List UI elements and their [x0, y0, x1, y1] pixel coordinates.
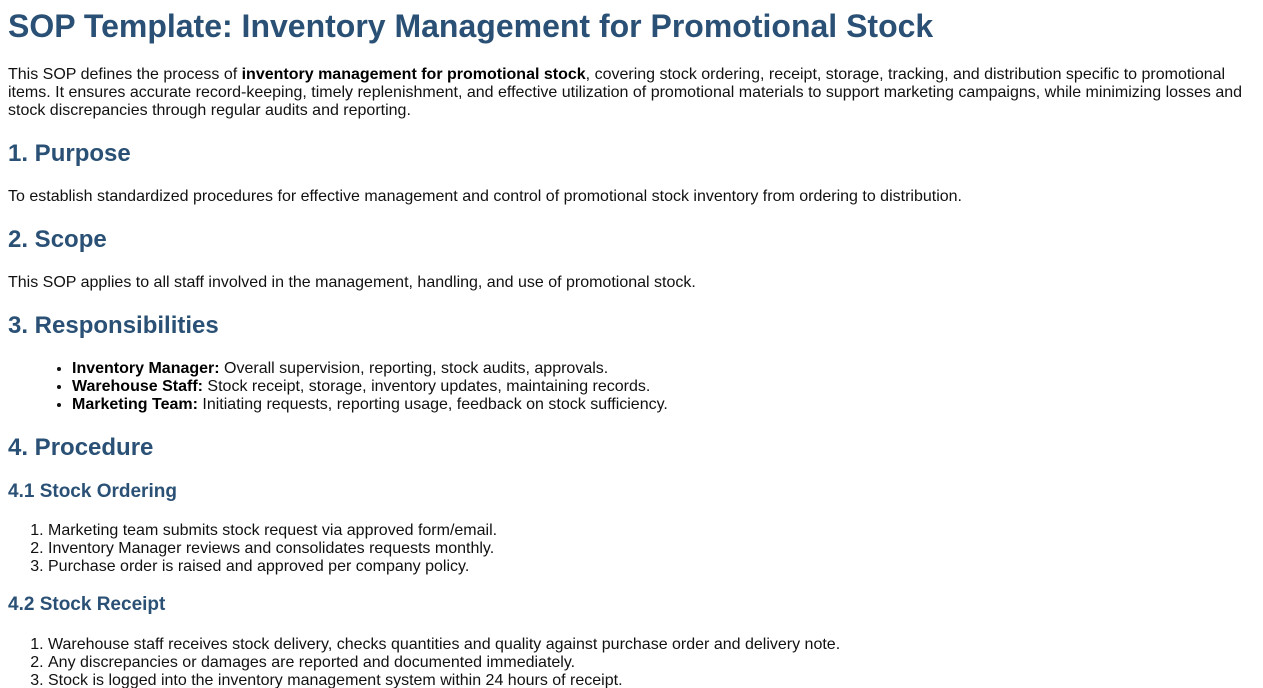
- intro-text-start: This SOP defines the process of: [8, 66, 242, 83]
- list-item: 3. Stock is logged into the inventory management system within 24 hours of receipt.: [48, 672, 840, 688]
- purpose-heading: 1. Purpose: [8, 140, 131, 167]
- page-title: SOP Template: Inventory Management for Promotional Stock: [8, 8, 934, 44]
- responsibilities-list: [8, 360, 668, 414]
- stock-ordering-heading: 4.1 Stock Ordering: [8, 481, 177, 502]
- scope-text: This SOP applies to all staff involved in the management, handling, and use of promotional stock.: [8, 274, 696, 291]
- list-item: [72, 378, 668, 396]
- role-label: Inventory Manager:: [72, 360, 220, 377]
- role-description: Stock receipt, storage, inventory updates, maintaining records.: [202, 378, 651, 395]
- scope-heading: 2. Scope: [8, 226, 107, 253]
- intro-text-bold: inventory management for promotional stock: [241, 66, 586, 83]
- list-item: 1. Marketing team submits stock request via approved form/email.: [48, 522, 497, 540]
- role-label: Warehouse Staff:: [72, 378, 203, 395]
- stock-receipt-steps: [8, 636, 840, 688]
- procedure-heading: 4. Procedure: [8, 434, 154, 461]
- role-label: Marketing Team:: [72, 396, 198, 413]
- list-item: 3. Purchase order is raised and approved per company policy.: [48, 558, 497, 576]
- responsibilities-heading: 3. Responsibilities: [8, 312, 219, 339]
- list-item: 2. Inventory Manager reviews and consolidates requests monthly.: [48, 540, 497, 558]
- list-item: 1. Warehouse staff receives stock delivery, checks quantities and quality against purchase order and delivery note.: [48, 636, 840, 654]
- list-item: [72, 396, 668, 414]
- intro-paragraph: [8, 66, 1253, 120]
- stock-receipt-heading: 4.2 Stock Receipt: [8, 594, 166, 615]
- list-item: [72, 360, 668, 378]
- purpose-text: To establish standardized procedures for effective management and control of promotional stock inventory from ordering to distribution.: [8, 188, 962, 205]
- intro-text-end: , covering stock ordering, receipt, storage, tracking, and distribution specific to promotional items. It ensures accurate record-keeping, timely replenishment, and effective utilization of promotional materials to support marketing campaigns, while minimizing losses and stock discrepancies through regular audits and reporting.: [8, 66, 1243, 119]
- stock-ordering-steps: [8, 522, 497, 576]
- list-item: 2. Any discrepancies or damages are reported and documented immediately.: [48, 654, 840, 672]
- role-description: Overall supervision, reporting, stock audits, approvals.: [219, 360, 609, 377]
- role-description: Initiating requests, reporting usage, feedback on stock sufficiency.: [197, 396, 668, 413]
